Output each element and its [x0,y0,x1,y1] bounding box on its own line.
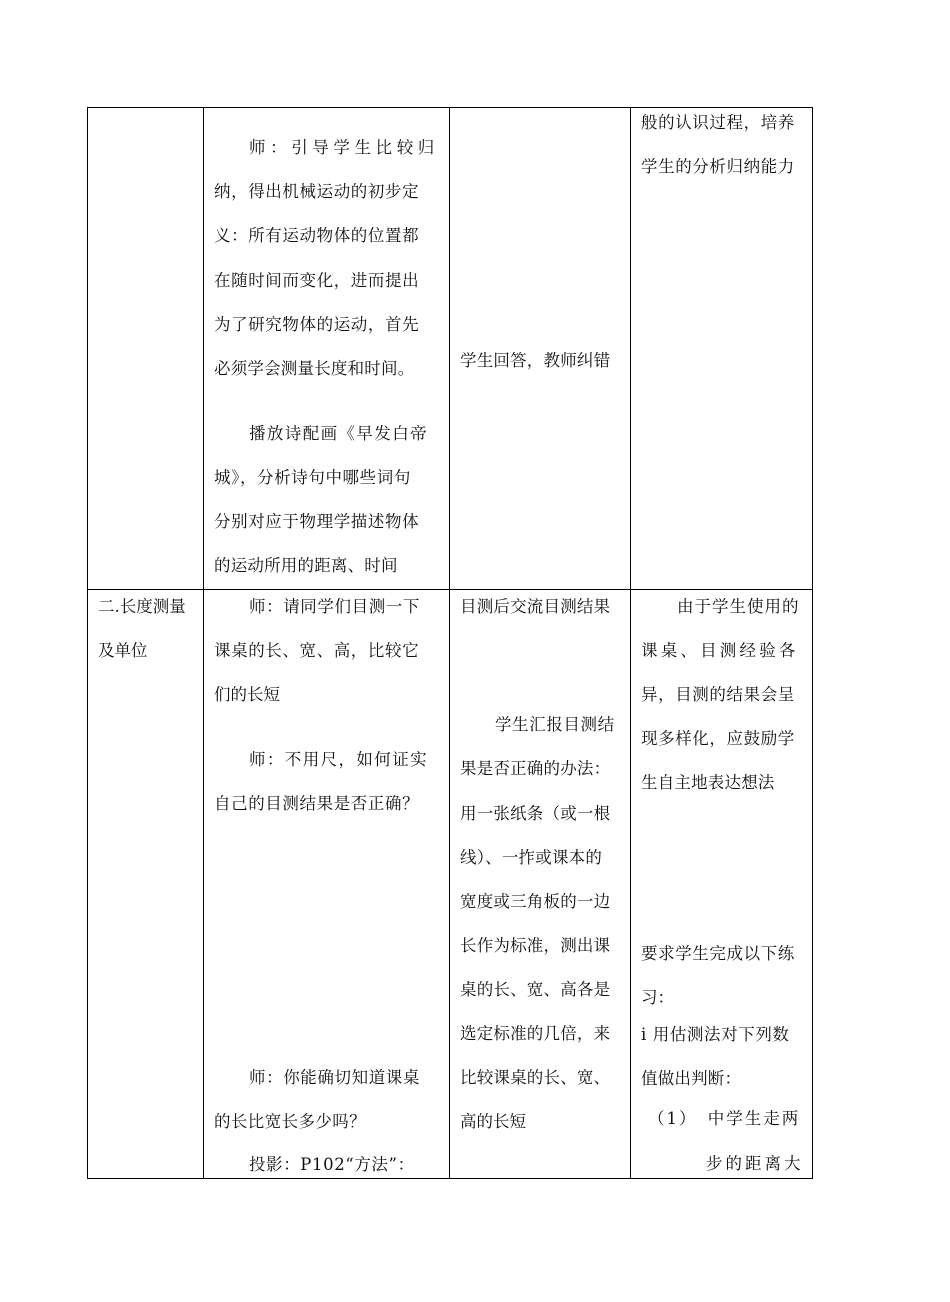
row-divider [87,589,813,590]
text-line: 在随时间而变化，进而提出 [214,271,420,290]
table-right-border [812,107,813,1179]
text-line: 自己的目测结果是否正确？ [214,794,420,813]
text-line: 的运动所用的距离、时间 [214,556,398,575]
text-line: 分别对应于物理学描述物体 [214,512,420,531]
text-line: 宽度或三角板的一边 [460,892,611,911]
text-line: （1） 中学生走两 [648,1109,801,1128]
column-divider-1 [203,107,204,1179]
text-line: 由于学生使用的 [677,597,800,616]
text-line: 步的距离大 [706,1154,804,1173]
text-line: 义：所有运动物体的位置都 [214,226,420,245]
text-line: 纳，得出机械运动的初步定 [214,182,420,201]
text-line: 比较课桌的长、宽、 [460,1068,611,1087]
text-line: 选定标准的几倍，来 [460,1024,611,1043]
text-line: 课桌的长、宽、高，比较它 [214,641,420,660]
text-line: 师：不用尺，如何证实 [249,750,428,769]
text-line: 般的认识过程，培养 [641,113,795,132]
column-divider-3 [630,107,631,1179]
text-line: 师：请同学们目测一下 [249,597,420,616]
text-line: 及单位 [98,641,148,660]
text-line: 用一张纸条（或一根 [460,804,611,823]
text-line: 桌的长、宽、高各是 [460,980,611,999]
text-line: 学生回答，教师纠错 [460,351,611,370]
table-left-border [87,107,88,1179]
text-line: 高的长短 [460,1112,526,1131]
text-line: 习： [641,988,674,1007]
text-line: 必须学会测量长度和时间。 [214,359,415,378]
text-line: 师：你能确切知道课桌 [249,1068,420,1087]
text-line: 播放诗配画《早发白帝 [249,424,428,443]
text-line: 要求学生完成以下练 [641,944,795,963]
table-bottom-border [87,1178,813,1179]
text-line: 的长比宽长多少吗？ [214,1112,367,1131]
text-line: 长作为标准，测出课 [460,936,611,955]
text-line: 城》，分析诗句中哪些词句 [214,468,411,487]
text-line: 值做出判断： [641,1069,742,1088]
text-line: i 用估测法对下列数 [641,1025,790,1044]
text-line: 课桌、目测经验各 [641,641,799,660]
column-divider-2 [449,107,450,1179]
table-top-border [87,107,813,108]
text-line: 生自主地表达想法 [641,773,775,792]
text-line: 们的长短 [214,685,280,704]
text-line: 异，目测的结果会呈 [641,685,795,704]
text-line: 二.长度测量 [98,597,186,616]
text-line: 学生的分析归纳能力 [641,157,795,176]
text-line: 为了研究物体的运动，首先 [214,315,420,334]
text-line: 现多样化，应鼓励学 [641,729,795,748]
text-line: 果是否正确的办法： [460,759,611,778]
text-line: 师：引导学生比较归 [249,138,439,157]
text-line: 线）、一拃或课本的 [460,848,603,867]
text-line: 学生汇报目测结 [495,715,615,734]
text-line: 投影：P102“方法”： [249,1155,415,1174]
text-line: 目测后交流目测结果 [460,597,611,616]
